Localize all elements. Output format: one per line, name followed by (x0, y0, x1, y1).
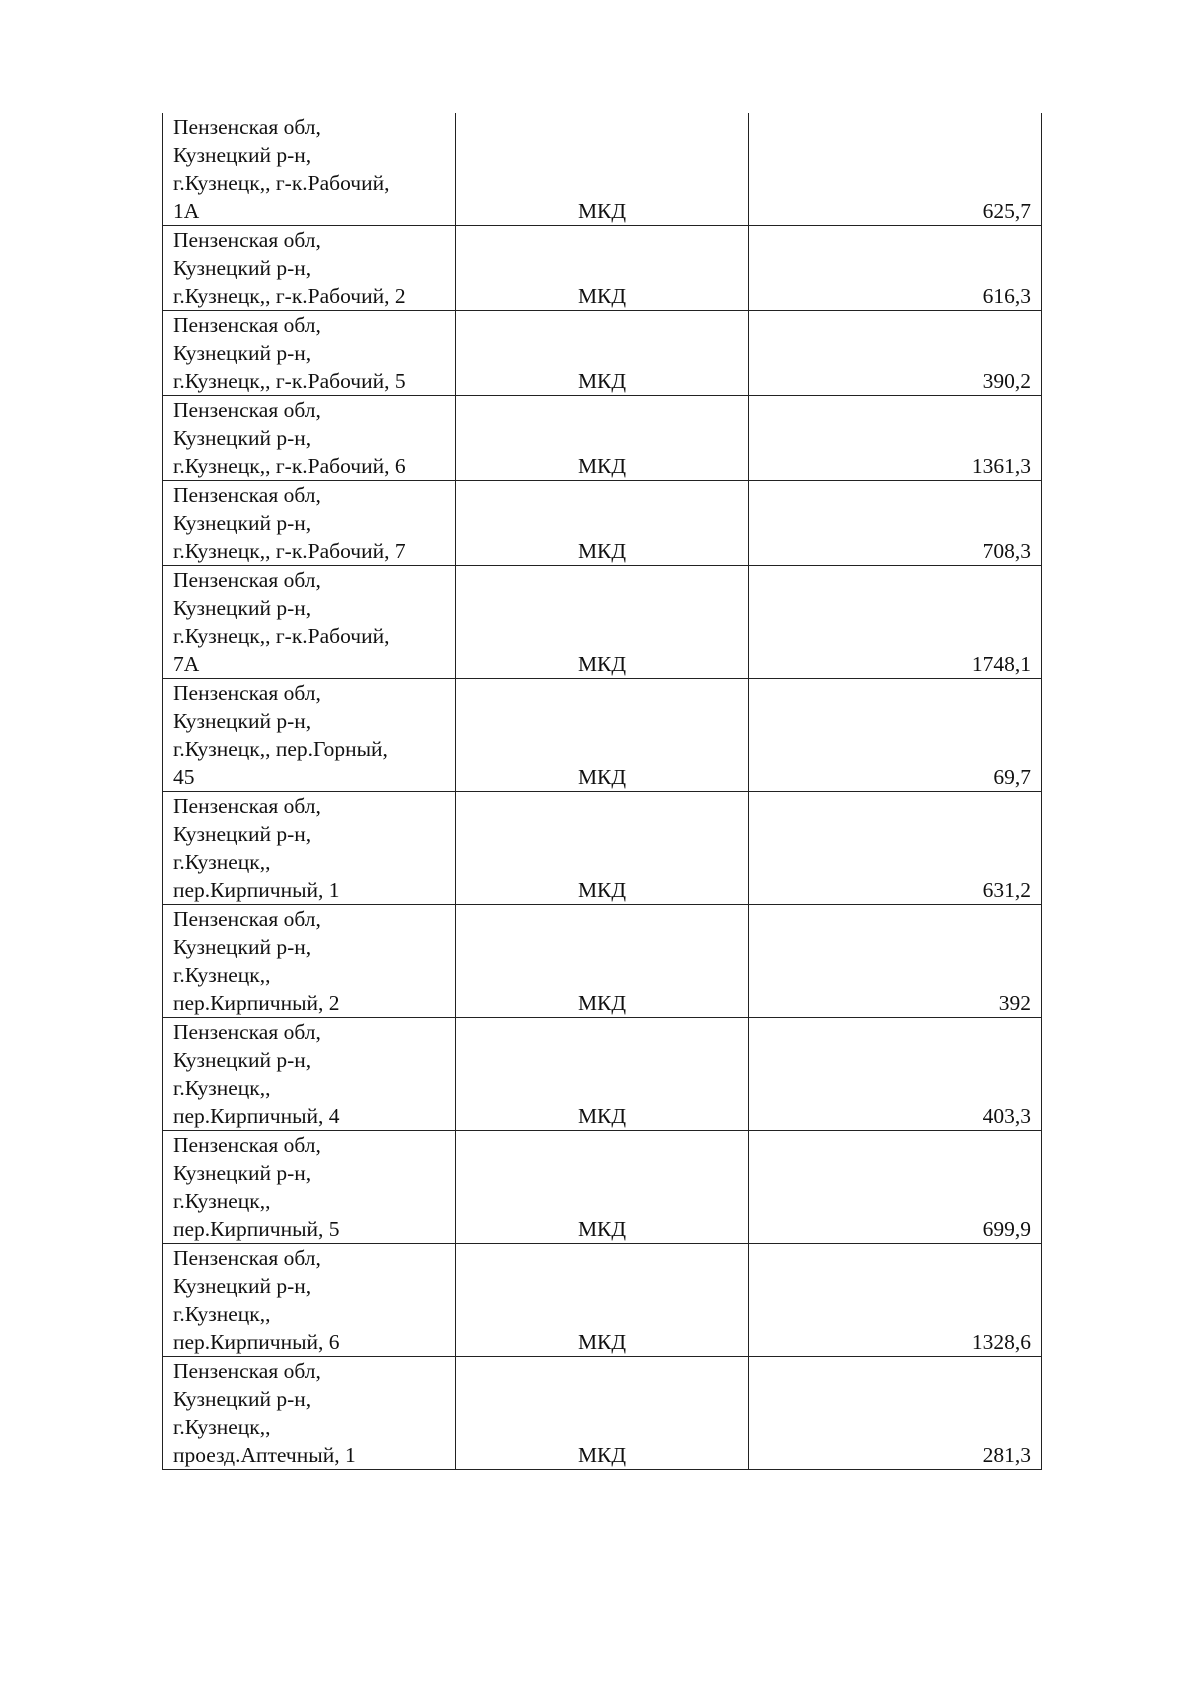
housing-registry-table (162, 113, 1042, 1470)
address-cell: Пензенская обл, Кузнецкий р-н, г.Кузнецк,, г-к.Рабочий, 1А (163, 113, 456, 226)
address-cell: Пензенская обл, Кузнецкий р-н, г.Кузнецк,, г-к.Рабочий, 7 (163, 481, 456, 566)
building-type-cell: МКД (456, 311, 749, 396)
building-type-cell: МКД (456, 792, 749, 905)
building-type-cell: МКД (456, 679, 749, 792)
table-row (163, 679, 1042, 792)
address-cell: Пензенская обл, Кузнецкий р-н, г.Кузнецк,, пер.Горный, 45 (163, 679, 456, 792)
address-cell: Пензенская обл, Кузнецкий р-н, г.Кузнецк,, пер.Кирпичный, 6 (163, 1244, 456, 1357)
building-type-cell: МКД (456, 481, 749, 566)
table-row (163, 566, 1042, 679)
area-cell: 1328,6 (749, 1244, 1042, 1357)
area-cell: 390,2 (749, 311, 1042, 396)
address-cell: Пензенская обл, Кузнецкий р-н, г.Кузнецк,, г-к.Рабочий, 6 (163, 396, 456, 481)
area-cell: 1361,3 (749, 396, 1042, 481)
area-cell: 69,7 (749, 679, 1042, 792)
building-type-cell: МКД (456, 1131, 749, 1244)
building-type-cell: МКД (456, 1244, 749, 1357)
area-cell: 403,3 (749, 1018, 1042, 1131)
registry-table-body (163, 113, 1042, 1470)
table-row (163, 311, 1042, 396)
address-cell: Пензенская обл, Кузнецкий р-н, г.Кузнецк,, пер.Кирпичный, 4 (163, 1018, 456, 1131)
building-type-cell: МКД (456, 1018, 749, 1131)
table-row (163, 1131, 1042, 1244)
building-type-cell: МКД (456, 905, 749, 1018)
building-type-cell: МКД (456, 1357, 749, 1470)
table-row (163, 113, 1042, 226)
building-type-cell: МКД (456, 113, 749, 226)
address-cell: Пензенская обл, Кузнецкий р-н, г.Кузнецк,, проезд.Аптечный, 1 (163, 1357, 456, 1470)
area-cell: 631,2 (749, 792, 1042, 905)
area-cell: 392 (749, 905, 1042, 1018)
area-cell: 281,3 (749, 1357, 1042, 1470)
area-cell: 1748,1 (749, 566, 1042, 679)
building-type-cell: МКД (456, 396, 749, 481)
table-row (163, 226, 1042, 311)
building-type-cell: МКД (456, 566, 749, 679)
table-row (163, 1018, 1042, 1131)
area-cell: 708,3 (749, 481, 1042, 566)
building-type-cell: МКД (456, 226, 749, 311)
address-cell: Пензенская обл, Кузнецкий р-н, г.Кузнецк,, пер.Кирпичный, 1 (163, 792, 456, 905)
address-cell: Пензенская обл, Кузнецкий р-н, г.Кузнецк,, г-к.Рабочий, 5 (163, 311, 456, 396)
area-cell: 616,3 (749, 226, 1042, 311)
address-cell: Пензенская обл, Кузнецкий р-н, г.Кузнецк,, пер.Кирпичный, 5 (163, 1131, 456, 1244)
address-cell: Пензенская обл, Кузнецкий р-н, г.Кузнецк,, пер.Кирпичный, 2 (163, 905, 456, 1018)
address-cell: Пензенская обл, Кузнецкий р-н, г.Кузнецк,, г-к.Рабочий, 2 (163, 226, 456, 311)
table-row (163, 792, 1042, 905)
table-row (163, 1244, 1042, 1357)
area-cell: 625,7 (749, 113, 1042, 226)
table-row (163, 481, 1042, 566)
area-cell: 699,9 (749, 1131, 1042, 1244)
table-row (163, 396, 1042, 481)
table-row (163, 905, 1042, 1018)
address-cell: Пензенская обл, Кузнецкий р-н, г.Кузнецк,, г-к.Рабочий, 7А (163, 566, 456, 679)
table-row (163, 1357, 1042, 1470)
